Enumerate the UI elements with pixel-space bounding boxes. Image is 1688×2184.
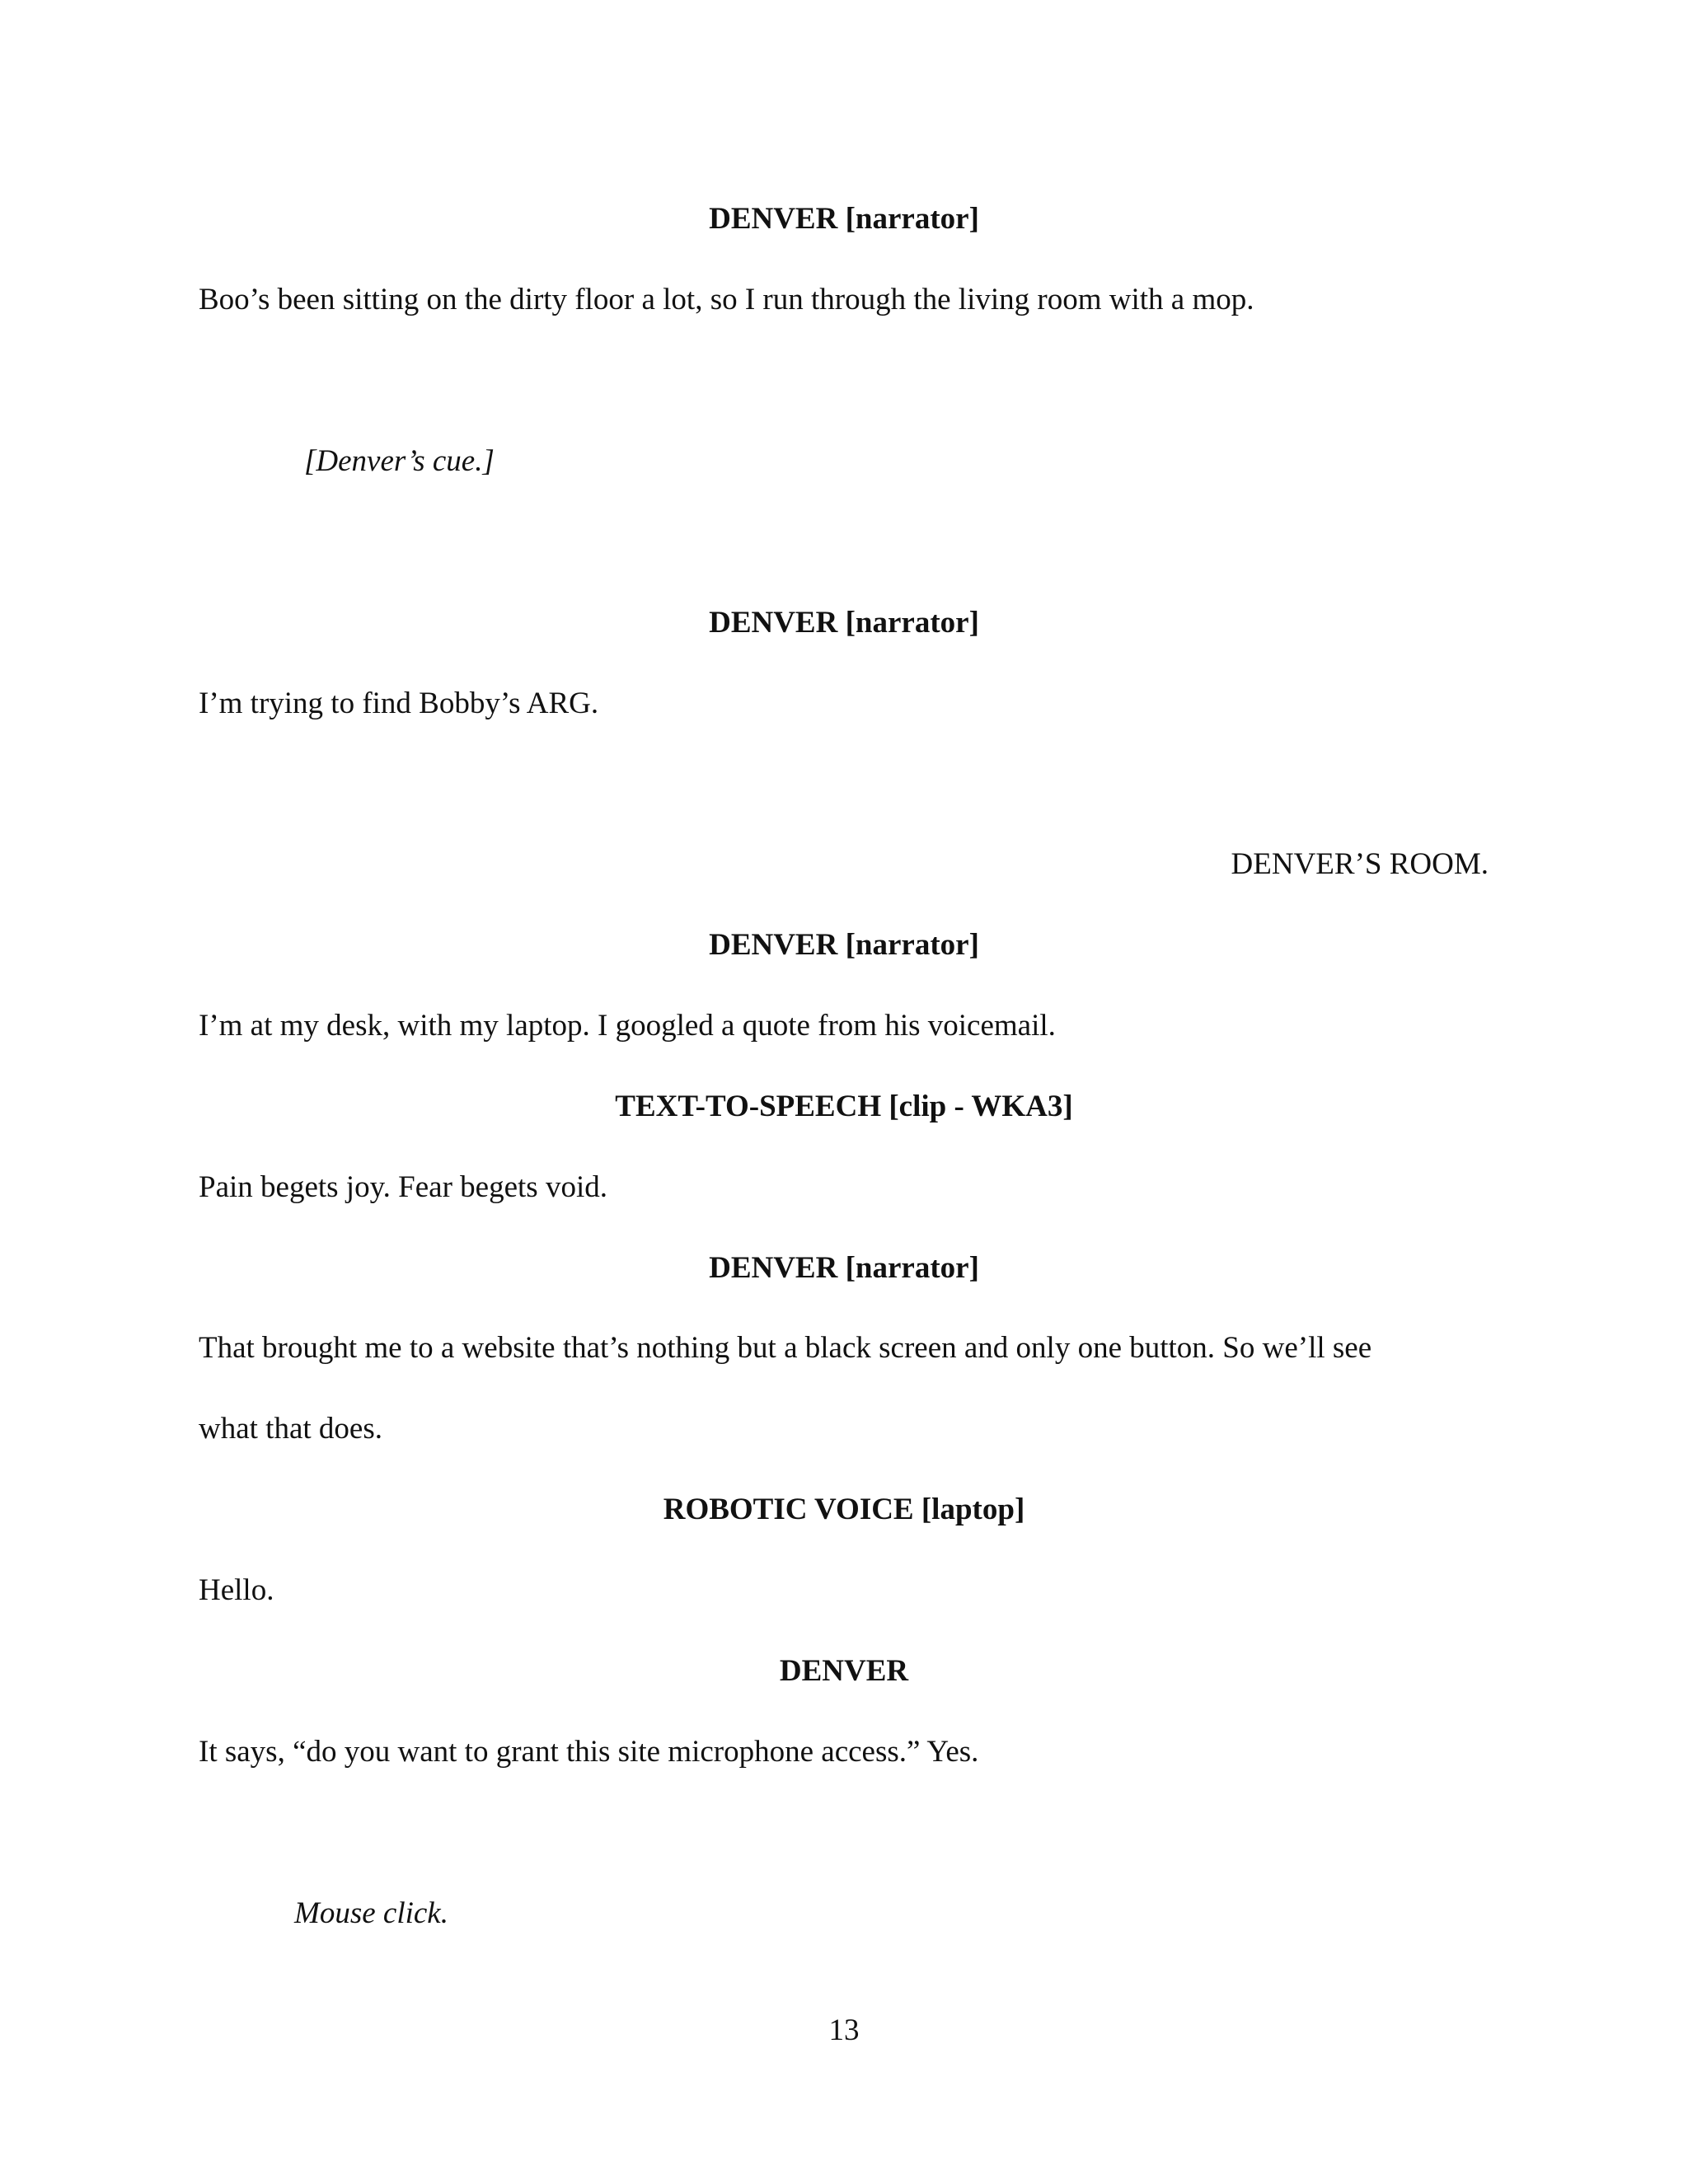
stage-direction: Mouse click.	[294, 1896, 448, 1930]
character-name: DENVER [narrator]	[709, 606, 979, 640]
dialogue-line: That brought me to a website that’s nothing but a black screen and only one button. So we’ll see	[199, 1331, 1372, 1365]
character-name: ROBOTIC VOICE [laptop]	[663, 1493, 1025, 1526]
character-name: DENVER	[779, 1654, 909, 1688]
character-name: DENVER [narrator]	[709, 928, 979, 962]
scene-heading: DENVER’S ROOM.	[1231, 847, 1489, 881]
character-name: DENVER [narrator]	[709, 1251, 979, 1285]
dialogue-line: Hello.	[199, 1573, 274, 1607]
stage-direction: [Denver’s cue.]	[304, 444, 495, 478]
dialogue-line: Boo’s been sitting on the dirty floor a lot, so I run through the living room with a mop.	[199, 283, 1254, 316]
dialogue-line: Pain begets joy. Fear begets void.	[199, 1170, 607, 1204]
page-number: 13	[828, 2013, 860, 2047]
dialogue-line: I’m trying to find Bobby’s ARG.	[199, 687, 599, 720]
dialogue-line: what that does.	[199, 1412, 382, 1446]
character-name: DENVER [narrator]	[709, 202, 979, 236]
dialogue-line: I’m at my desk, with my laptop. I googled a quote from his voicemail.	[199, 1009, 1056, 1043]
character-name: TEXT-TO-SPEECH [clip - WKA3]	[615, 1090, 1073, 1123]
dialogue-line: It says, “do you want to grant this site microphone access.” Yes.	[199, 1735, 979, 1769]
